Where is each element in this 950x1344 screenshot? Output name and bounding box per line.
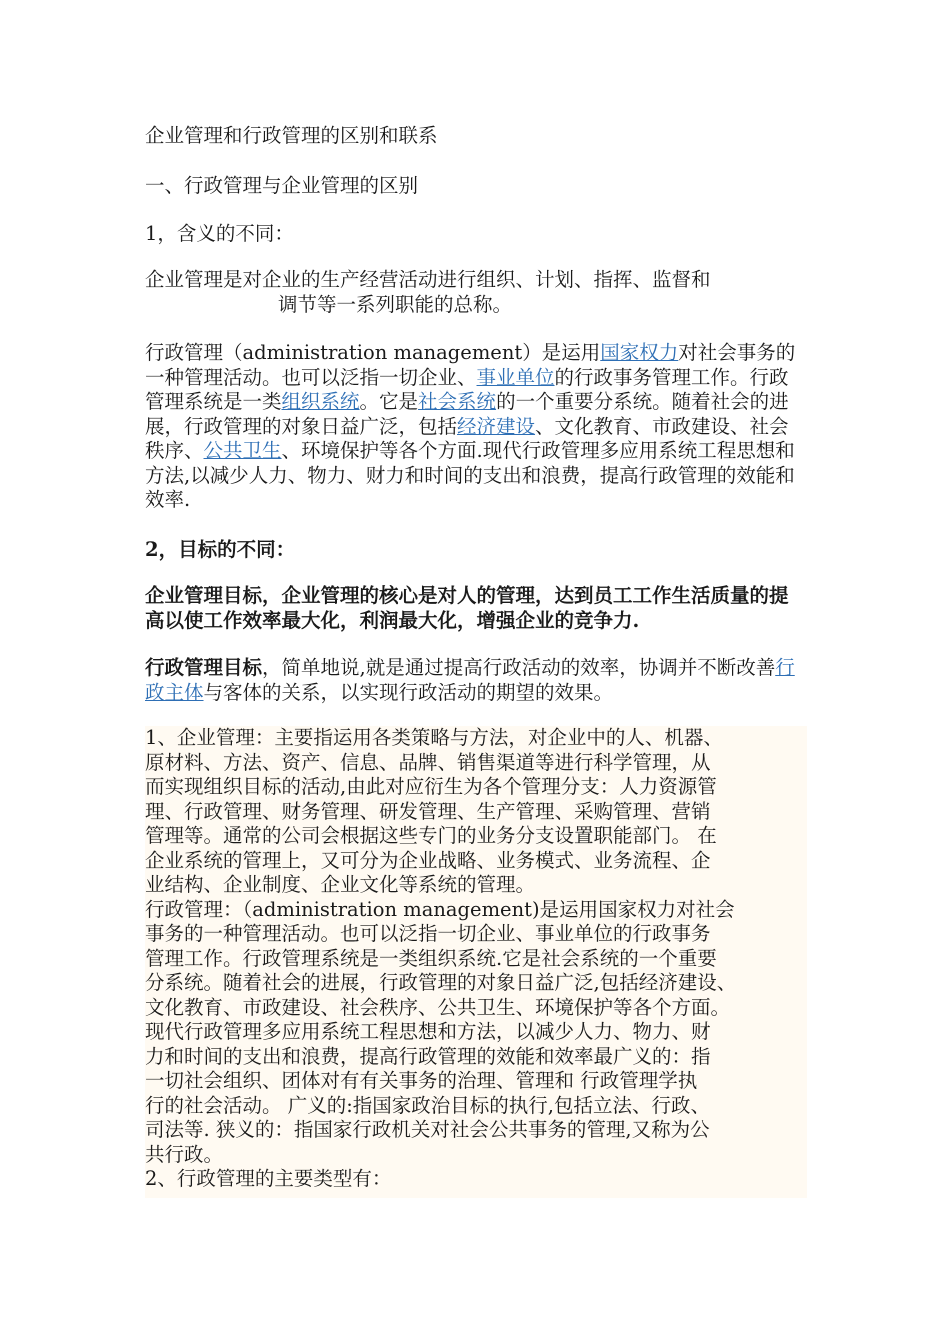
link-economic-construction[interactable]: 经济建设 <box>457 414 536 438</box>
block-line: 2、行政管理的主要类型有： <box>145 1167 392 1190</box>
link-social-system[interactable]: 社会系统 <box>418 390 497 413</box>
link-organization-system[interactable]: 组织系统 <box>281 390 360 413</box>
block-line: 原材料、方法、资产、信息、品牌、销售渠道等进行科学管理，从 <box>145 750 711 774</box>
text-span: 的行政事务管理工作。行政管理系统是一类 <box>145 365 789 413</box>
highlighted-text-block <box>145 726 807 1198</box>
item1-enterprise-line: 调节等一系列职能的总称。 <box>278 292 513 316</box>
block-line: 分系统。随着社会的进展，行政管理的对象日益广泛,包括经济建设、 <box>145 971 737 994</box>
block-line: 企业系统的管理上，又可分为企业战略、业务模式、业务流程、企 <box>145 848 711 872</box>
block-line: 1、企业管理：主要指运用各类策略与方法，对企业中的人、机器、 <box>145 726 723 749</box>
admin-goal-label: 行政管理目标 <box>145 656 263 679</box>
item1-heading: 1，含义的不同： <box>145 222 294 245</box>
block-line: 现代行政管理多应用系统工程思想和方法，以减少人力、物力、财 <box>145 1020 711 1043</box>
block-line: 业结构、企业制度、企业文化等系统的管理。 <box>145 873 536 896</box>
link-national-power[interactable]: 国家权力 <box>600 341 679 364</box>
block-line: 行政管理：（administration management)是运用国家权力对社会 <box>145 897 735 921</box>
text-span: 与客体的关系，以实现行政活动的期望的效果。 <box>203 680 614 704</box>
item1-enterprise-line: 企业管理是对企业的生产经营活动进行组织、计划、指挥、监督和 <box>145 268 711 291</box>
block-line: 共行政。 <box>145 1142 224 1166</box>
text-span: 对社会事务的一种管理活动。也可以泛指一切企业、 <box>145 341 796 389</box>
item2-heading: 2，目标的不同： <box>145 538 296 561</box>
item1-admin-definition <box>145 341 800 513</box>
block-line: 文化教育、市政建设、社会秩序、公共卫生、环境保护等各个方面。 <box>145 995 731 1019</box>
item2-enterprise-goal: 企业管理目标，企业管理的核心是对人的管理，达到员工工作生活质量的提高以使工作效率最大化，利润最大化，增强企业的竞争力. <box>145 584 789 632</box>
document-title: 企业管理和行政管理的区别和联系 <box>145 124 438 147</box>
text-span: 、环境保护等各个方面.现代行政管理多应用系统工程思想和方法,以减少人力、物力、财力和时间的支出和浪费，提高行政管理的效能和效率. <box>145 439 795 511</box>
link-admin-subject[interactable]: 行政主体 <box>145 656 795 704</box>
text-span: ，简单地说,就是通过提高行政活动的效率，协调并不断改善 <box>262 656 776 679</box>
link-public-health[interactable]: 公共卫生 <box>203 439 282 462</box>
block-line: 理、行政管理、财务管理、研发管理、生产管理、采购管理、营销 <box>145 799 711 823</box>
text-span: 的一个重要分系统。随着社会的进展，行政管理的对象日益广泛，包括 <box>145 390 789 438</box>
text-span: 。它是 <box>359 390 419 413</box>
block-line: 一切社会组织、团体对有有关事务的治理、管理和 行政管理学执 <box>145 1069 698 1092</box>
text-span: 行政管理（administration management）是运用 <box>145 341 601 364</box>
block-line: 管理工作。行政管理系统是一类组织系统.它是社会系统的一个重要 <box>145 946 717 970</box>
item2-admin-goal <box>145 656 803 705</box>
link-public-institution[interactable]: 事业单位 <box>476 365 555 389</box>
section-heading: 一、行政管理与企业管理的区别 <box>145 174 419 197</box>
text-span: 、文化教育、市政建设、社会秩序、 <box>145 414 789 462</box>
block-line: 管理等。通常的公司会根据这些专门的业务分支设置职能部门。 在 <box>145 824 717 847</box>
block-line: 力和时间的支出和浪费，提高行政管理的效能和效率最广义的：指 <box>145 1044 711 1068</box>
block-line: 而实现组织目标的活动,由此对应衍生为各个管理分支：人力资源管 <box>145 775 717 798</box>
item1-enterprise-definition <box>145 268 805 317</box>
block-line: 行的社会活动。 广义的:指国家政治目标的执行,包括立法、行政、 <box>145 1093 710 1117</box>
block-line: 事务的一种管理活动。也可以泛指一切企业、事业单位的行政事务 <box>145 922 711 945</box>
block-line: 司法等. 狭义的：指国家行政机关对社会公共事务的管理,又称为公 <box>145 1118 710 1141</box>
